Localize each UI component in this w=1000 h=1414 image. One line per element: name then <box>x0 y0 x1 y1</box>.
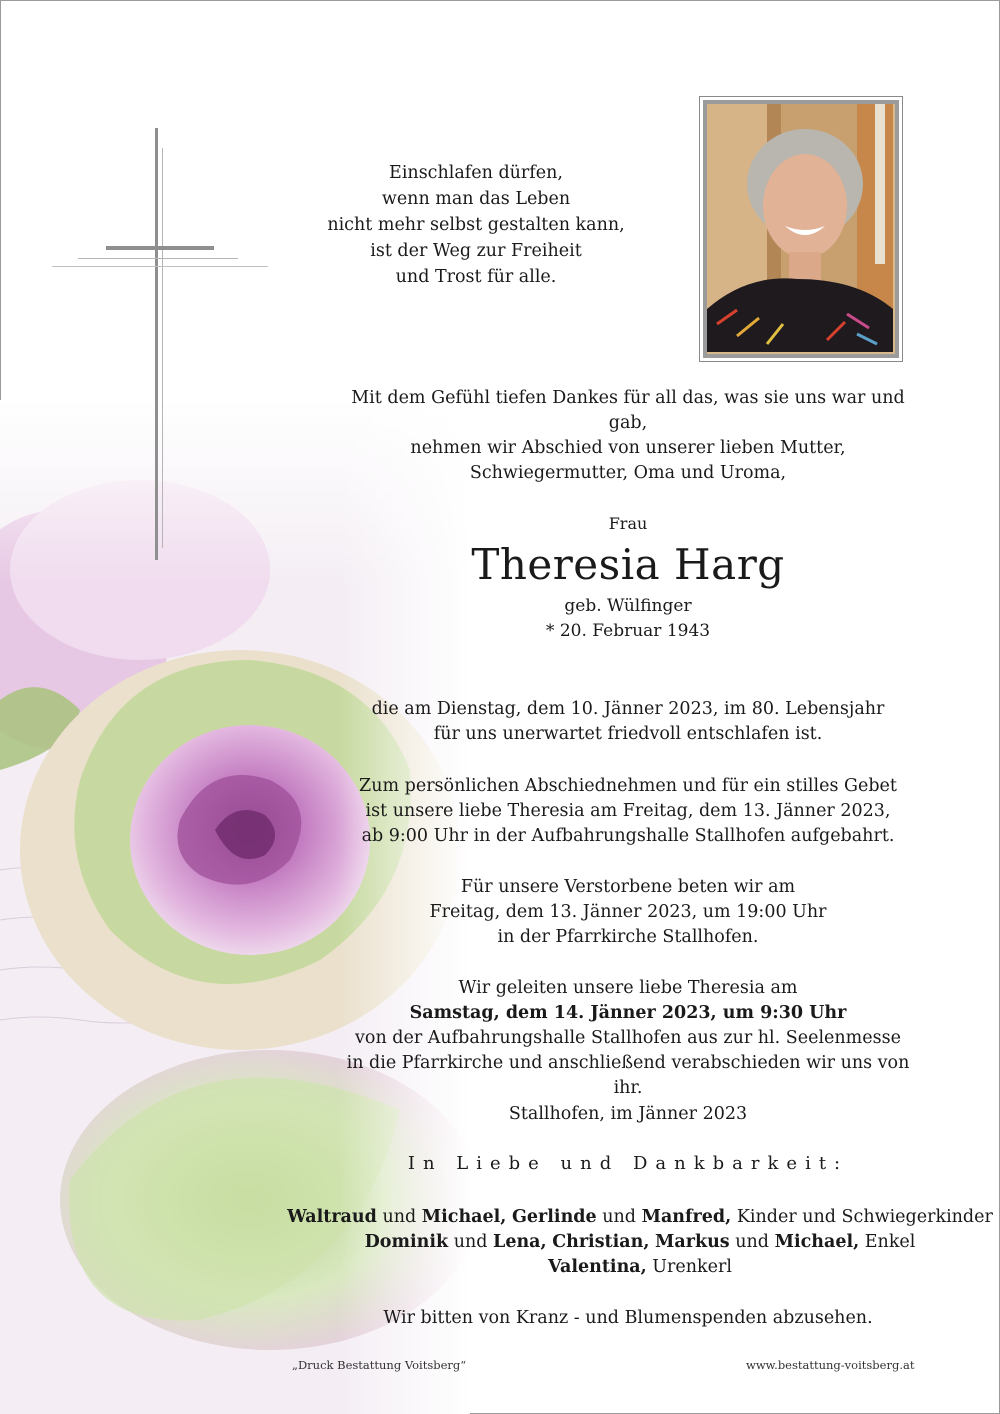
closing-phrase: In Liebe und Dankbarkeit: <box>407 1153 849 1174</box>
maiden-name: geb. Wülfinger <box>564 596 692 616</box>
text-line: Freitag, dem 13. Jänner 2023, um 19:00 Uhr <box>429 902 827 922</box>
cross-icon <box>50 128 270 563</box>
deceased-name: Theresia Harg <box>471 540 785 589</box>
birth-details <box>330 594 926 644</box>
poem-line: wenn man das Leben <box>381 189 571 209</box>
text-line: Für unsere Verstorbene beten wir am <box>460 877 796 897</box>
text-line: die am Dienstag, dem 10. Jänner 2023, im 80. Lebensjahr <box>371 699 885 719</box>
text-line: ist unsere liebe Theresia am Freitag, dem 13. Jänner 2023, <box>365 801 891 821</box>
mourners-row: Waltraud und Michael, Gerlinde und Manfred, Kinder und Schwiegerkinder <box>287 1207 993 1227</box>
poem-line: nicht mehr selbst gestalten kann, <box>327 215 625 235</box>
birth-date: * 20. Februar 1943 <box>545 621 711 641</box>
funeral-info <box>330 976 926 1101</box>
place-date: Stallhofen, im Jänner 2023 <box>508 1104 748 1124</box>
poem-line: und Trost für alle. <box>395 267 557 287</box>
donation-request: Wir bitten von Kranz - und Blumenspenden abzusehen. <box>383 1308 873 1328</box>
footer-printer: „Druck Bestattung Voitsberg“ <box>292 1358 467 1372</box>
mourners-list <box>270 1205 1000 1280</box>
intro-line: Schwiegermutter, Oma und Uroma, <box>469 463 787 483</box>
salutation: Frau <box>608 514 648 533</box>
mourners-row: Dominik und Lena, Christian, Markus und Michael, Enkel <box>364 1232 916 1252</box>
intro-text <box>330 386 926 486</box>
poem-line: Einschlafen dürfen, <box>389 163 563 183</box>
viewing-info <box>330 774 926 849</box>
text-line: Zum persönlichen Abschiednehmen und für ein stilles Gebet <box>359 776 897 796</box>
poem-line: ist der Weg zur Freiheit <box>370 241 582 261</box>
text-line: ab 9:00 Uhr in der Aufbahrungshalle Stallhofen aufgebahrt. <box>361 826 895 846</box>
text-line: Wir geleiten unsere liebe Theresia am <box>458 978 798 998</box>
text-line: von der Aufbahrungshalle Stallhofen aus zur hl. Seelenmesse <box>355 1028 901 1048</box>
intro-line: Mit dem Gefühl tiefen Dankes für all das, was sie uns war und gab, <box>351 388 905 433</box>
portrait-photo <box>699 96 903 362</box>
text-line: für uns unerwartet friedvoll entschlafen ist. <box>433 724 823 744</box>
text-line: in der Pfarrkirche Stallhofen. <box>497 927 759 947</box>
funeral-date: Samstag, dem 14. Jänner 2023, um 9:30 Uhr <box>409 1003 847 1023</box>
prayer-info <box>330 875 926 950</box>
death-announcement <box>330 697 926 747</box>
mourners-row: Valentina, Urenkerl <box>548 1257 732 1277</box>
text-line: in die Pfarrkirche und anschließend verabschieden wir uns von ihr. <box>346 1053 910 1098</box>
intro-line: nehmen wir Abschied von unserer lieben Mutter, <box>410 438 846 458</box>
footer-website[interactable]: www.bestattung-voitsberg.at <box>746 1358 915 1372</box>
poem <box>296 160 656 290</box>
